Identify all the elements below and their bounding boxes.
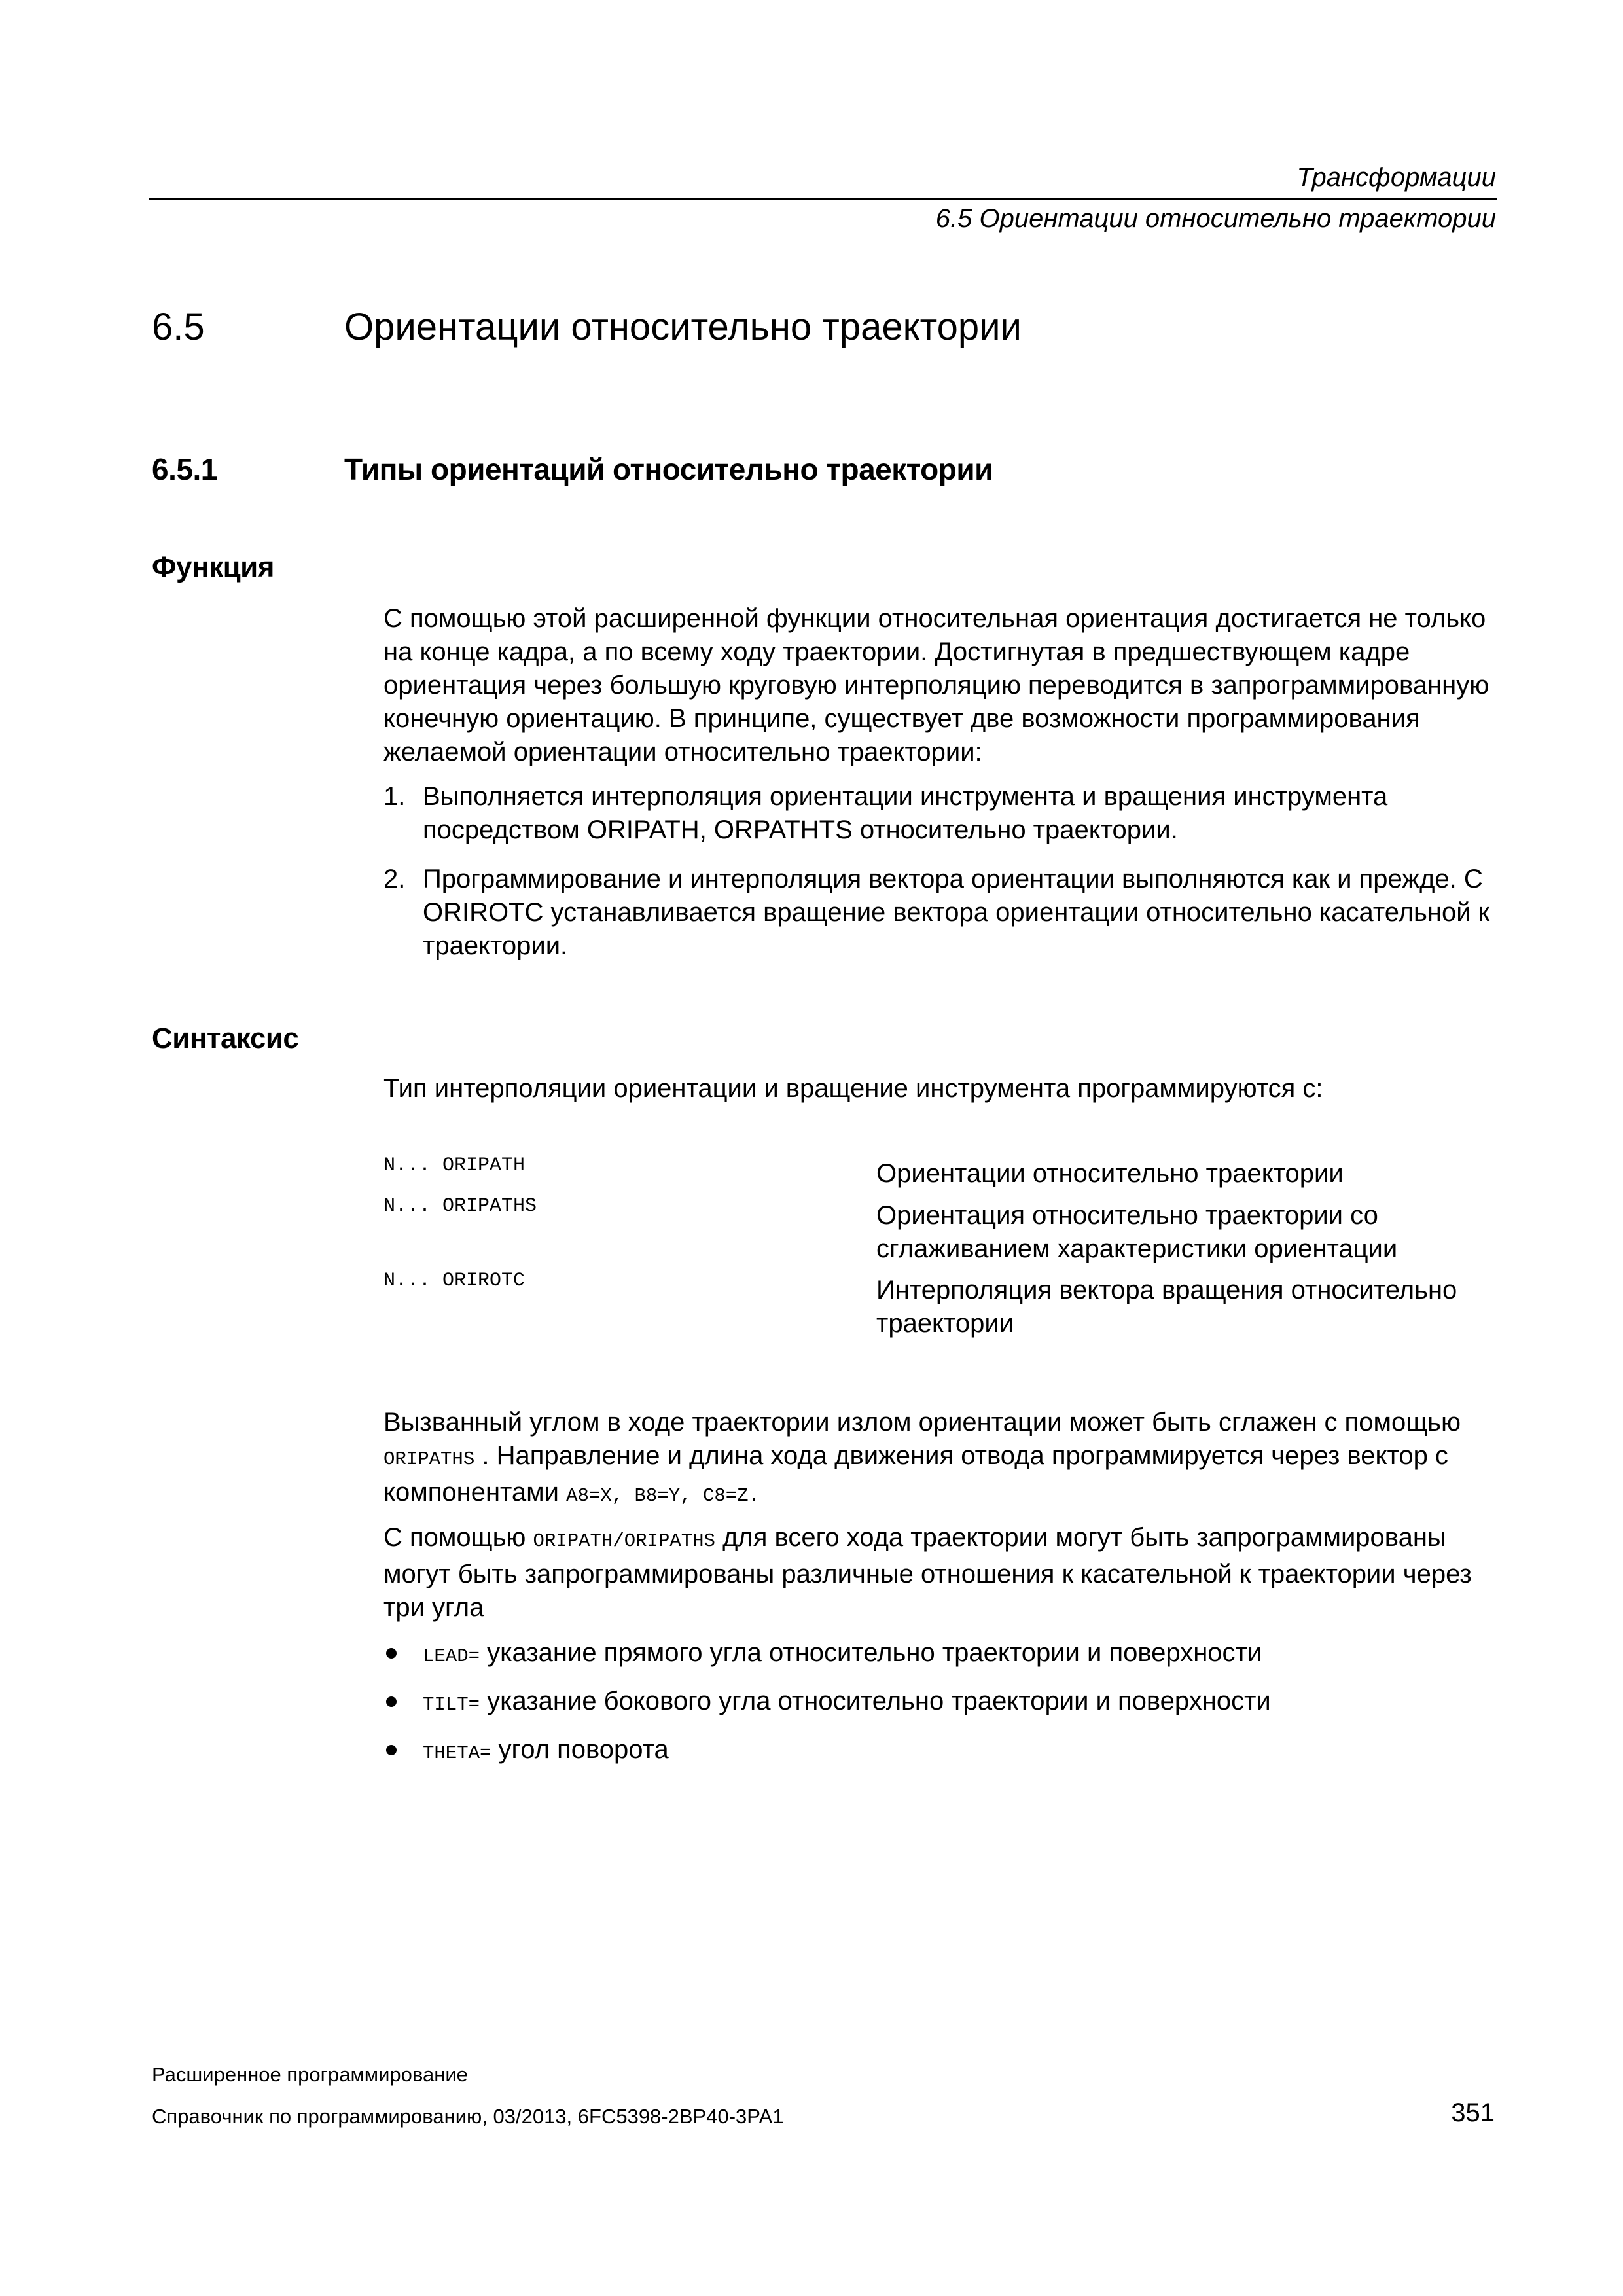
page-number: 351 [1451,2098,1495,2127]
subsection-number: 6.5.1 [152,452,217,486]
list-item-number: 1. [383,782,406,811]
list-item-number: 2. [383,865,406,893]
running-header-section: 6.5 Ориентации относительно траектории [935,204,1496,233]
section-title: Ориентации относительно траектории [344,306,1022,348]
bullet-item [423,1685,1271,1721]
inline-code: A8=X, B8=Y, C8=Z. [566,1485,760,1507]
bullet-dot [386,1648,397,1659]
bullet-text: указание бокового угла относительно траектории и поверхности [480,1687,1271,1715]
syntax-code: N... ORIPATH [383,1155,526,1177]
inline-code: ORIPATH/ORIPATHS [533,1530,715,1552]
bullet-item [423,1733,669,1770]
syntax-description: Ориентации относительно траектории [876,1159,1344,1188]
inline-code: TILT= [423,1694,480,1715]
smoothing-paragraph [383,1406,1509,1513]
paragraph-text: С помощью [383,1523,533,1552]
syntax-code: N... ORIPATHS [383,1195,537,1217]
paragraph-text: . Направление и длина хода движения отвода программируется через вектор с компонентами [383,1441,1448,1507]
bullet-text: указание прямого угла относительно траектории и поверхности [480,1638,1262,1667]
paragraph-text: Вызванный углом в ходе траектории излом ориентации может быть сглажен с помощью [383,1408,1461,1437]
inline-code: THETA= [423,1742,491,1764]
section-number: 6.5 [152,306,205,348]
syntax-heading: Синтаксис [152,1022,299,1054]
inline-code: ORIPATHS [383,1448,475,1470]
function-paragraph: С помощью этой расширенной функции относительная ориентация достигается не только на конце кадра, а по всему ходу траектории. Достигнутая в предшествующем кадре ориентация через большую круговую интерполяцию переводится в запрограммированную конечную ориентацию. В принципе, существует две возможности программирования желаемой ориентации относительно траектории: [383,604,1489,766]
angles-paragraph [383,1521,1509,1624]
bullet-dot [386,1696,397,1707]
paragraph-text: для всего хода траектории могут быть запрограммированы могут быть запрограммированы различные отношения к касательной к траектории через три угла [383,1523,1472,1622]
syntax-code: N... ORIROTC [383,1270,526,1292]
bullet-text: угол поворота [491,1735,669,1764]
inline-code: LEAD= [423,1645,480,1667]
bullet-item [423,1636,1262,1673]
footer-manual-info: Справочник по программированию, 03/2013, 6FC5398-2BP40-3PA1 [152,2105,784,2128]
list-item-text: Программирование и интерполяция вектора ориентации выполняются как и прежде. С ORIROTC устанавливается вращение вектора ориентации относительно касательной к траектории. [423,865,1490,960]
function-heading: Функция [152,551,274,583]
bullet-dot [386,1745,397,1755]
syntax-intro: Тип интерполяции ориентации и вращение инструмента программируются с: [383,1074,1323,1103]
list-item-text: Выполняется интерполяция ориентации инструмента и вращения инструмента посредством ORIPATH, ORPATHTS относительно траектории. [423,782,1388,844]
syntax-description: Ориентация относительно траектории со сглаживанием характеристики ориентации [876,1201,1398,1263]
subsection-title: Типы ориентаций относительно траектории [344,452,993,486]
running-header-chapter: Трансформации [1296,163,1496,192]
footer-book-title: Расширенное программирование [152,2063,468,2086]
header-rule [149,198,1497,200]
syntax-description: Интерполяция вектора вращения относительно траектории [876,1276,1457,1338]
